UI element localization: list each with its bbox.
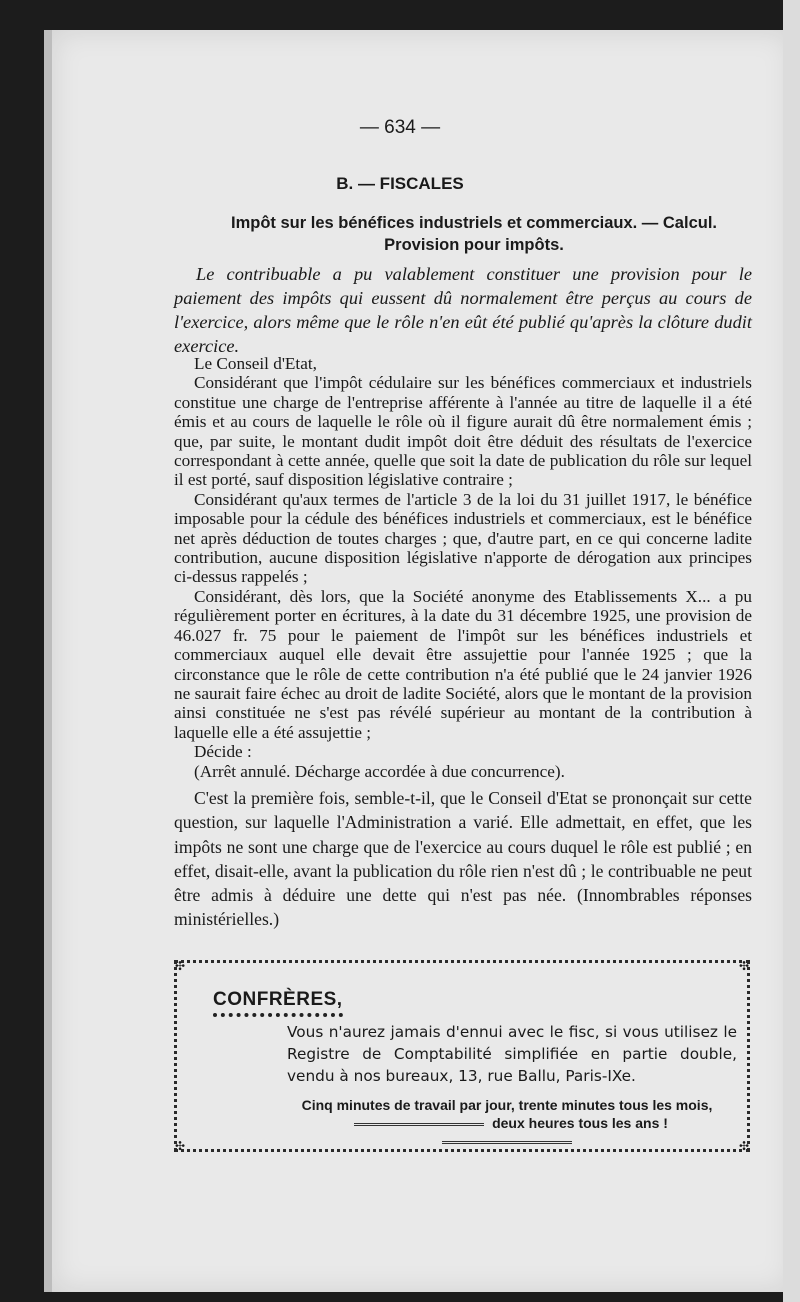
decision-paragraph: Le Conseil d'Etat, bbox=[194, 354, 317, 373]
ornament-icon: ✣ bbox=[175, 959, 186, 973]
decorative-rule bbox=[442, 1141, 572, 1144]
case-subject bbox=[174, 212, 774, 256]
subject-line: Impôt sur les bénéfices industriels et commerciaux. — Calcul. bbox=[231, 214, 717, 232]
decision-paragraph: Considérant qu'aux termes de l'article 3 de la loi du 31 juillet 1917, le bénéfice imposable pour la cédule des bénéfices industriels et commerciaux, est le bénéfice net après déduction de toutes charges ; que, d'autre part, en ce qui concerne ladite contribution, aucune disposition législative n'apporte de dérogation aux principes ci-dessus rappelés ; bbox=[174, 489, 752, 587]
summary-text: Le contribuable a pu valablement constituer une provision pour le paiement des impôts qui eussent dû normalement être perçus au cours de l'exercice, alors même que le rôle n'en eût été publié qu'après la clôture dudit exercice. bbox=[174, 264, 752, 356]
editorial-comment: C'est la première fois, semble-t-il, que le Conseil d'Etat se prononçait sur cette question, sur laquelle l'Administration a varié. Elle admettait, en effet, que les impôts ne sont une charge que de l'exercice au cours duquel le rôle est publié ; en effet, disait-elle, avant la publication du rôle rien n'est dû ; le contribuable ne peut être admis à déduire une dette qui n'est pas née. (Innombrables réponses ministérielles.) bbox=[174, 788, 752, 930]
ornament-icon: ✣ bbox=[738, 1139, 749, 1153]
section-title: B. — FISCALES bbox=[336, 174, 464, 193]
ad-heading: CONFRÈRES, bbox=[213, 989, 343, 1017]
ornament-icon: ✣ bbox=[175, 1139, 186, 1153]
case-summary bbox=[174, 262, 752, 358]
decision-paragraph: Considérant, dès lors, que la Société anonyme des Etablissements X... a pu régulièrement porter en écritures, à la date du 31 décembre 1925, une provision de 46.027 fr. 75 pour le paiement de l'impôt sur les bénéfices industriels et commerciaux auquel elle devait être assujettie pour l'année 1925 ; que la circonstance que le rôle de cette contribution n'a été publié que le 24 janvier 1926 ne saurait faire échec au droit de ladite Société, alors que le montant de la provision ainsi constituée ne s'est pas révélé supérieur au montant de la contribution à laquelle elle a été assujettie ; bbox=[174, 586, 752, 742]
ad-slogan-line: deux heures tous les ans ! bbox=[492, 1115, 668, 1131]
ad-body: Vous n'aurez jamais d'ennui avec le fisc, si vous utilisez le Registre de Comptabilité simplifiée en partie double, vendu à nos bureaux, 13, rue Ballu, Paris-IXe. bbox=[287, 1023, 737, 1085]
decorative-rule bbox=[354, 1123, 484, 1126]
ornament-icon: ✣ bbox=[738, 959, 749, 973]
decision-paragraph: (Arrêt annulé. Décharge accordée à due concurrence). bbox=[194, 761, 565, 781]
adjacent-page-edge bbox=[783, 0, 800, 1302]
decision-paragraph: Considérant que l'impôt cédulaire sur les bénéfices commerciaux et industriels constitue une charge de l'entreprise afférente à l'année au titre de laquelle il a été émis et au cours de laquelle le rôle où il figure aurait dû être normalement émis ; que, par suite, le montant dudit impôt doit être déduit des résultats de l'exercice correspondant à cette année, quelle que soit la date de publication du rôle sur lequel il est porté, sauf disposition législative contraire ; bbox=[174, 373, 752, 490]
decision-text bbox=[174, 354, 752, 781]
ad-slogan bbox=[277, 1096, 737, 1150]
decision-paragraph: Décide : bbox=[194, 742, 252, 762]
ad-slogan-line: Cinq minutes de travail par jour, trente minutes tous les mois, bbox=[301, 1097, 713, 1113]
ad-slogan-line-2 bbox=[277, 1114, 737, 1150]
page-number: — 634 — bbox=[359, 117, 441, 138]
advertisement-box bbox=[174, 960, 750, 1152]
subject-line: Provision pour impôts. bbox=[384, 236, 564, 254]
